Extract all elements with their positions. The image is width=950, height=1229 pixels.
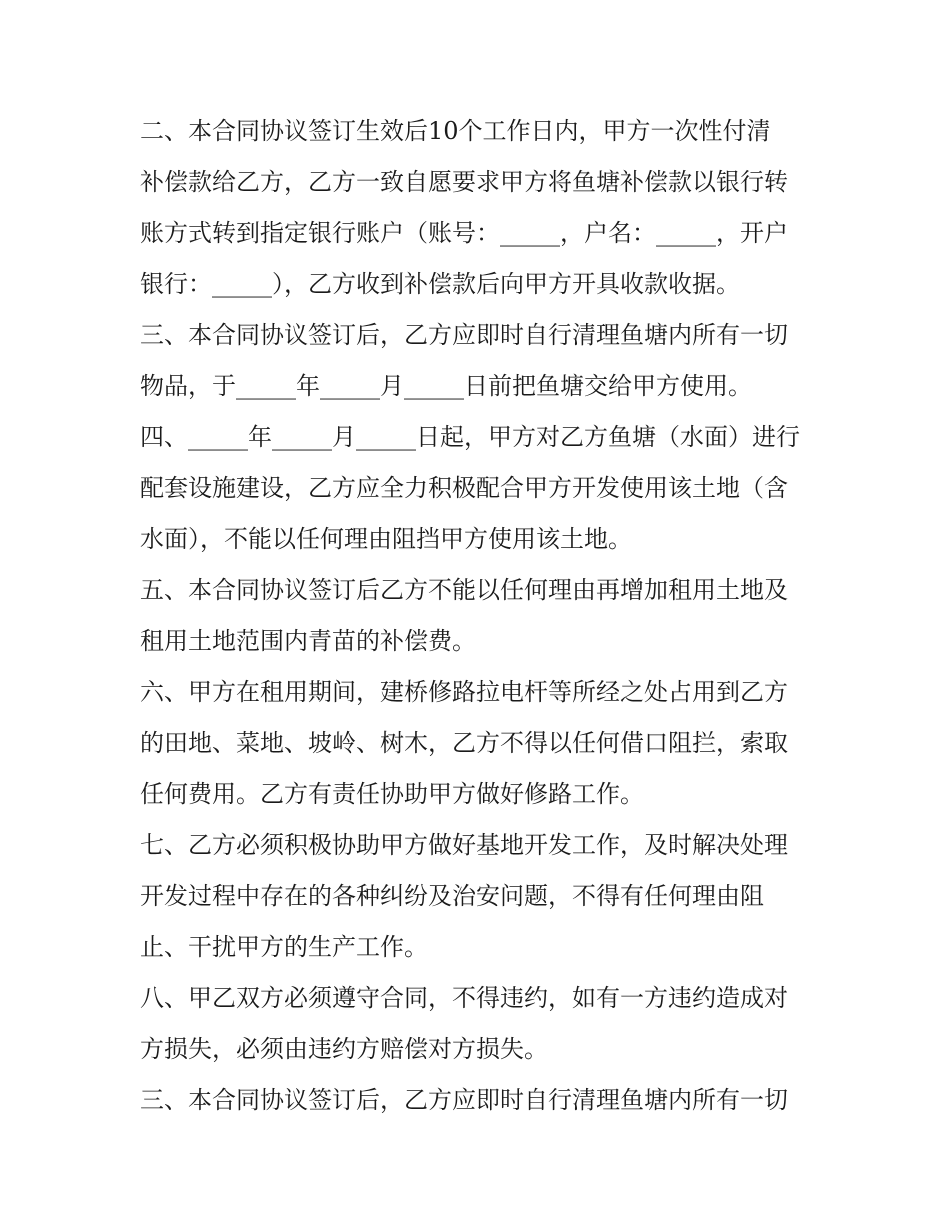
text-line: 五、本合同协议签订后乙方不能以任何理由再增加租用土地及: [140, 576, 788, 604]
text-line: 银行：_____），乙方收到补偿款后向甲方开具收款收据。: [140, 270, 740, 298]
text-line: 方损失，必须由违约方赔偿对方损失。: [140, 1035, 548, 1063]
text-line: 物品，于_____年_____月_____日前把鱼塘交给甲方使用。: [140, 372, 752, 400]
text-line: 四、_____年_____月_____日起，甲方对乙方鱼塘（水面）进行: [140, 423, 800, 451]
text-line: 七、乙方必须积极协助甲方做好基地开发工作，及时解决处理: [140, 831, 788, 859]
text-line: 八、甲乙双方必须遵守合同，不得违约，如有一方违约造成对: [140, 984, 788, 1012]
text-line: 水面），不能以任何理由阻挡甲方使用该土地。: [140, 525, 632, 553]
text-line: 账方式转到指定银行账户（账号：_____，户名：_____，开户: [140, 219, 788, 247]
text-line: 止、干扰甲方的生产工作。: [140, 933, 428, 961]
text-line: 二、本合同协议签订生效后10个工作日内，甲方一次性付清: [140, 117, 771, 145]
text-line: 的田地、菜地、坡岭、树木，乙方不得以任何借口阻拦，索取: [140, 729, 788, 757]
text-line: 任何费用。乙方有责任协助甲方做好修路工作。: [140, 780, 644, 808]
text-line: 补偿款给乙方，乙方一致自愿要求甲方将鱼塘补偿款以银行转: [140, 168, 788, 196]
document-body: [140, 106, 820, 1126]
text-line: 配套设施建设，乙方应全力积极配合甲方开发使用该土地（含: [140, 474, 788, 502]
text-line: 三、本合同协议签订后，乙方应即时自行清理鱼塘内所有一切: [140, 321, 788, 349]
text-line: 六、甲方在租用期间，建桥修路拉电杆等所经之处占用到乙方: [140, 678, 788, 706]
text-line: 三、本合同协议签订后，乙方应即时自行清理鱼塘内所有一切: [140, 1086, 788, 1114]
text-line: 租用土地范围内青苗的补偿费。: [140, 627, 476, 655]
text-line: 开发过程中存在的各种纠纷及治安问题，不得有任何理由阻: [140, 882, 764, 910]
